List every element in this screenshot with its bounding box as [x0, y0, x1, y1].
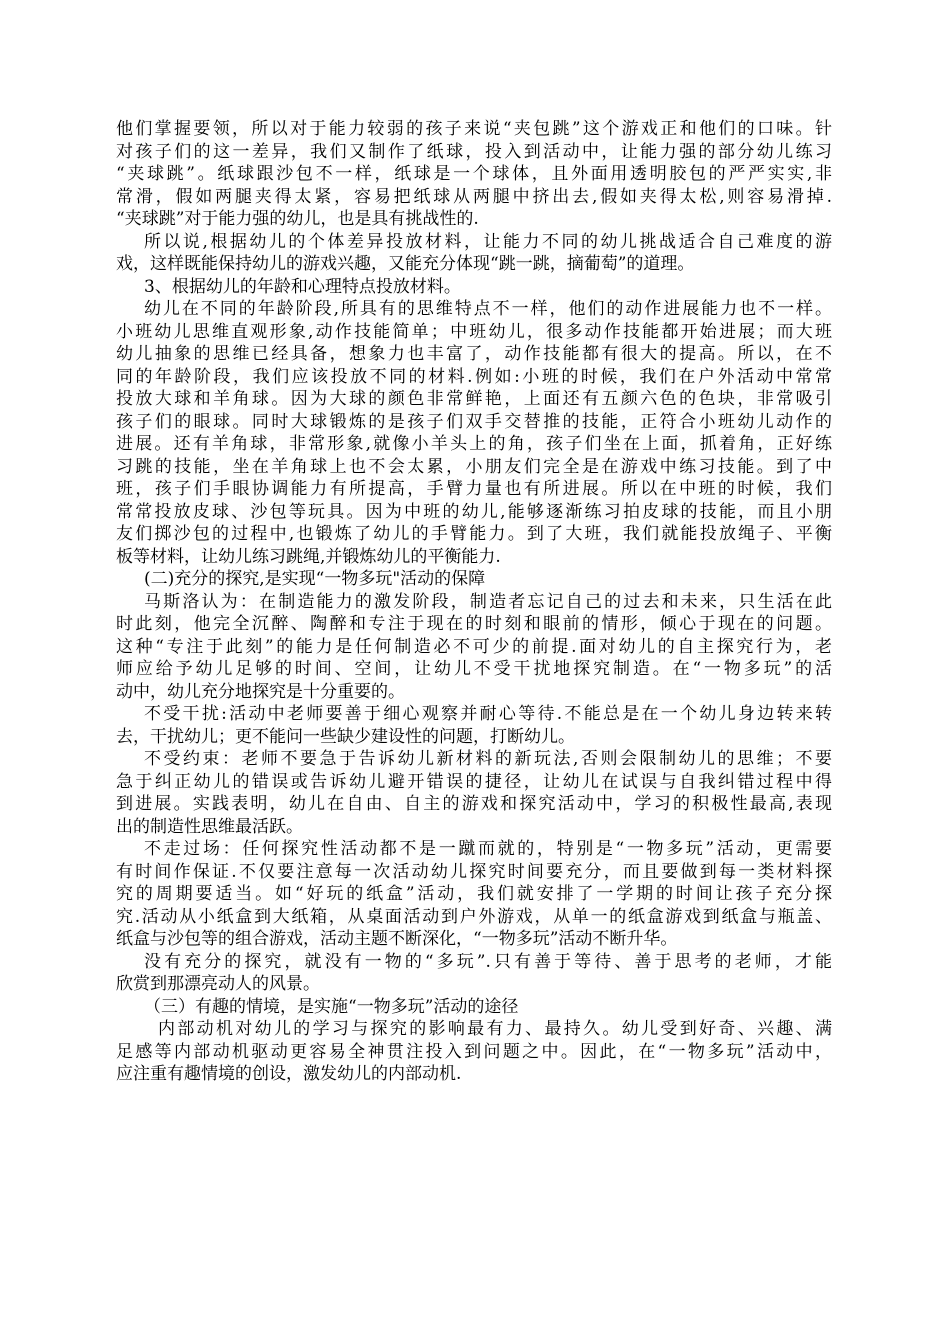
text-line: 所以说,根据幼儿的个体差异投放材料，让能力不同的幼儿挑战适合自己难度的游: [144, 231, 832, 252]
text-line: (二)充分的探究,是实现“一物多玩"活动的保障: [144, 569, 486, 589]
text-line: 3、根据幼儿的年龄和心理特点投放材料。: [144, 276, 461, 297]
text-line: 投放大球和羊角球。因为大球的颜色非常鲜艳，上面还有五颜六色的色块，非常吸引: [116, 389, 832, 409]
text-line: 纸盒与沙包等的组合游戏，活动主题不断深化，“一物多玩”活动不断升华。: [116, 929, 678, 949]
text-line: 友们掷沙包的过程中,也锻炼了幼儿的手臂能力。到了大班，我们就能投放绳子、平衡: [116, 524, 832, 544]
text-line: 常滑，假如两腿夹得太紧，容易把纸球从两腿中挤出去,假如夹得太松,则容易滑掉.: [116, 186, 832, 207]
text-line: 不走过场：任何探究性活动都不是一蹴而就的，特别是“一物多玩”活动，更需要: [144, 839, 832, 859]
text-line: 他们掌握要领，所以对于能力较弱的孩子来说“夹包跳”这个游戏正和他们的口味。针: [116, 119, 832, 139]
text-line: 足感等内部动机驱动更容易全神贯注投入到问题之中。因此，在“一物多玩”活动中，: [116, 1041, 832, 1062]
text-line: “夹球跳”。纸球跟沙包不一样，纸球是一个球体，且外面用透明胶包的严严实实,非: [116, 164, 832, 184]
text-line: 有时间作保证.不仅要注意每一次活动幼儿探究时间要充分，而且要做到每一类材料探: [116, 861, 832, 882]
text-line: （三）有趣的情境，是实施“一物多玩”活动的途径: [144, 996, 519, 1017]
text-line: 究.活动从小纸盒到大纸箱，从桌面活动到户外游戏，从单一的纸盒游戏到纸盒与瓶盖、: [116, 906, 832, 927]
text-line: 习跳的技能，坐在羊角球上也不会太累，小朋友们完全是在游戏中练习技能。到了中: [116, 456, 832, 477]
text-line: 去，干扰幼儿；更不能问一些缺少建设性的问题，打断幼儿。: [116, 726, 575, 747]
text-line: 班，孩子们手眼协调能力有所提高，手臂力量也有所进展。所以在中班的时候，我们: [116, 479, 832, 499]
text-line: 常常投放皮球、沙包等玩具。因为中班的幼儿,能够逐渐练习拍皮球的技能，而且小朋: [116, 501, 832, 522]
text-line: 对孩子们的这一差异，我们又制作了纸球，投入到活动中，让能力强的部分幼儿练习: [116, 141, 832, 162]
text-line: 幼儿在不同的年龄阶段,所具有的思维特点不一样，他们的动作进展能力也不一样。: [144, 299, 832, 319]
text-line: 板等材料，让幼儿练习跳绳,并锻炼幼儿的平衡能力.: [116, 546, 501, 567]
text-line: 动中，幼儿充分地探究是十分重要的。: [116, 681, 405, 702]
text-line: 不受干扰:活动中老师要善于细心观察并耐心等待.不能总是在一个幼儿身边转来转: [144, 704, 832, 724]
text-line: 到进展。实践表明，幼儿在自由、自主的游戏和探究活动中，学习的积极性最高,表现: [116, 794, 832, 814]
text-line: 马斯洛认为：在制造能力的激发阶段，制造者忘记自己的过去和未来，只生活在此: [144, 591, 832, 612]
text-line: 戏，这样既能保持幼儿的游戏兴趣，又能充分体现“跳一跳，摘葡萄”的道理。: [116, 254, 695, 274]
text-line: 欣赏到那漂亮动人的风景。: [116, 974, 320, 994]
text-line: 应注重有趣情境的创设，激发幼儿的内部动机.: [116, 1064, 462, 1084]
text-line: 这种“专注于此刻”的能力是任何制造必不可少的前提.面对幼儿的自主探究行为，老: [116, 636, 832, 657]
document-body: [116, 118, 832, 1086]
text-line: 孩子们的眼球。同时大球锻炼的是孩子们双手交替推的技能，正符合小班幼儿动作的: [116, 411, 832, 432]
text-line: 急于纠正幼儿的错误或告诉幼儿避开错误的捷径，让幼儿在试误与自我纠错过程中得: [116, 771, 832, 792]
text-line: 没有充分的探究，就没有一物的“多玩”.只有善于等待、善于思考的老师，才能: [144, 951, 832, 972]
text-line: 幼儿抽象的思维已经具备，想象力也丰富了，动作技能都有很大的提高。所以，在不: [116, 344, 832, 364]
text-line: 出的制造性思维最活跃。: [116, 816, 303, 837]
text-line: 内部动机对幼儿的学习与探究的影响最有力、最持久。幼儿受到好奇、兴趣、满: [158, 1019, 832, 1039]
text-line: 时此刻，他完全沉醉、陶醉和专注于现在的时刻和眼前的情形，倾心于现在的问题。: [116, 614, 832, 634]
text-line: 不受约束：老师不要急于告诉幼儿新材料的新玩法,否则会限制幼儿的思维；不要: [144, 749, 832, 769]
text-line: 究的周期要适当。如“好玩的纸盒”活动，我们就安排了一学期的时间让孩子充分探: [116, 884, 832, 904]
text-line: 师应给予幼儿足够的时间、空间，让幼儿不受干扰地探究制造。在“一物多玩”的活: [116, 659, 832, 679]
text-line: 小班幼儿思维直观形象,动作技能简单；中班幼儿，很多动作技能都开始进展；而大班: [116, 321, 832, 342]
text-line: 进展。还有羊角球，非常形象,就像小羊头上的角，孩子们坐在上面，抓着角，正好练: [116, 434, 832, 454]
text-line: “夹球跳”对于能力强的幼儿，也是具有挑战性的.: [116, 209, 479, 229]
text-line: 同的年龄阶段，我们应该投放不同的材料.例如:小班的时候，我们在户外活动中常常: [116, 366, 832, 387]
